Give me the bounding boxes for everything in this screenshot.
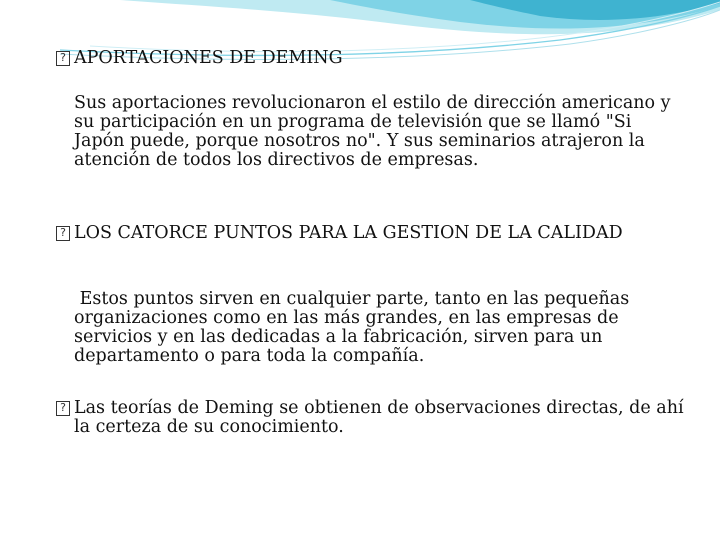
bullet-box-icon: ? [56, 401, 70, 416]
bullet-line [56, 399, 686, 437]
heading-catorce-puntos: LOS CATORCE PUNTOS PARA LA GESTION DE LA CALIDAD [74, 223, 623, 243]
paragraph-catorce-puntos [56, 290, 686, 366]
bullet-line [56, 49, 686, 68]
bullet-teorias-text: Las teorías de Deming se obtienen de observaciones directas, de ahí la certeza de su conocimiento. [74, 398, 684, 437]
heading-aportaciones: APORTACIONES DE DEMING [74, 48, 343, 68]
bullet-aportaciones [56, 49, 686, 68]
bullet-line [56, 224, 686, 243]
bullet-box-icon: ? [56, 51, 70, 66]
bullet-catorce-puntos [56, 224, 686, 243]
bullet-box-icon: ? [56, 226, 70, 241]
bullet-teorias [56, 399, 686, 437]
paragraph-text: Sus aportaciones revolucionaron el estilo de dirección americano y su participación en un programa de televisión que se llamó "Si Japón puede, porque nosotros no". Y sus seminarios atrajeron la atención de todos los directivos de empresas. [74, 93, 671, 170]
paragraph-text: Estos puntos sirven en cualquier parte, tanto en las pequeñas organizaciones como en las más grandes, en las empresas de servicios y en las dedicadas a la fabricación, sirven para un departamento o para toda la compañía. [74, 289, 635, 366]
decorative-wave-header [0, 0, 720, 80]
paragraph-aportaciones [56, 94, 686, 170]
